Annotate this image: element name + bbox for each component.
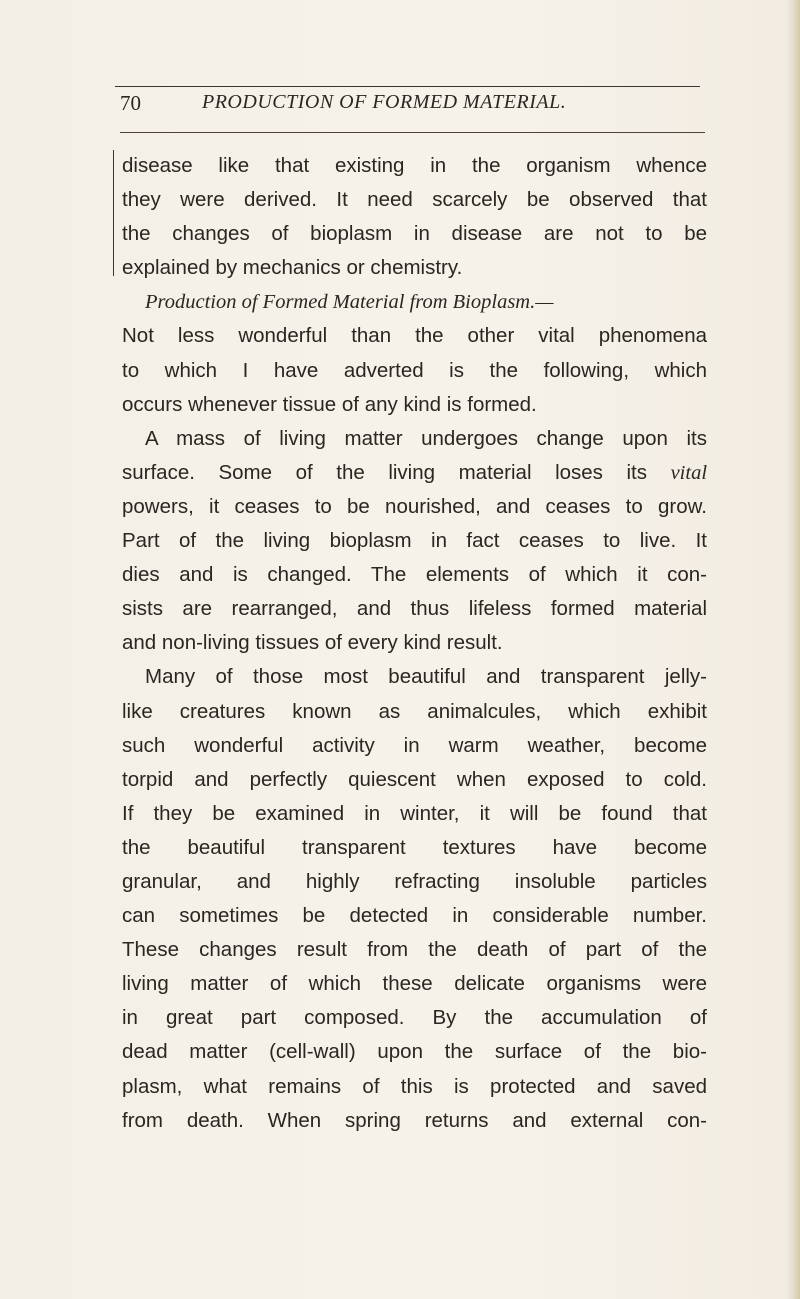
text-line: If they be examined in winter, it will be found that	[122, 801, 707, 825]
text-line: Not less wonderful than the other vital phenomena	[122, 324, 707, 348]
text-line: occurs whenever tissue of any kind is formed.	[122, 392, 537, 416]
body-text	[122, 149, 707, 1138]
text-line: the changes of bioplasm in disease are not to be	[122, 222, 707, 246]
text-line-part: surface. Some of the living material loses its	[122, 460, 647, 484]
header-rule	[115, 86, 700, 87]
text-line: they were derived. It need scarcely be observed that	[122, 188, 707, 212]
text-line: disease like that existing in the organism whence	[122, 154, 707, 177]
text-line: Part of the living bioplasm in fact ceases to live. It	[122, 529, 707, 553]
text-line: dead matter (cell-wall) upon the surface of the bio-	[122, 1040, 707, 1064]
page-edge	[786, 0, 800, 1299]
text-line: explained by mechanics or chemistry.	[122, 256, 463, 280]
text-line: powers, it ceases to be nourished, and ceases to grow.	[122, 494, 707, 518]
running-head: PRODUCTION OF FORMED MATERIAL.	[202, 91, 567, 113]
header-underline	[120, 132, 705, 133]
text-line: the beautiful transparent textures have become	[122, 835, 707, 859]
section-heading-text: Production of Formed Material from Bioplasm.—	[145, 291, 554, 314]
page-number: 70	[120, 91, 141, 115]
text-line: from death. When spring returns and external con-	[122, 1108, 707, 1132]
text-line: such wonderful activity in warm weather, become	[122, 733, 707, 757]
text-line: plasm, what remains of this is protected and saved	[122, 1074, 707, 1098]
text-line: granular, and highly refracting insoluble particles	[122, 869, 707, 893]
text-line: sists are rearranged, and thus lifeless formed material	[122, 597, 707, 621]
margin-bracket	[113, 150, 120, 276]
italic-word: vital	[670, 461, 708, 484]
text-line: can sometimes be detected in considerable number.	[122, 904, 707, 928]
text-line: Many of those most beautiful and transparent jelly-	[145, 665, 707, 689]
text-line: A mass of living matter undergoes change upon its	[145, 426, 707, 450]
text-line: living matter of which these delicate organisms were	[122, 972, 707, 996]
text-line: to which I have adverted is the following, which	[122, 358, 707, 382]
text-line	[122, 456, 707, 490]
text-line: These changes result from the death of part of the	[122, 938, 707, 962]
text-line: like creatures known as animalcules, which exhibit	[122, 699, 707, 723]
text-line: dies and is changed. The elements of which it con-	[122, 563, 707, 587]
text-line: torpid and perfectly quiescent when exposed to cold.	[122, 767, 707, 791]
section-heading	[122, 285, 707, 319]
text-line: in great part composed. By the accumulation of	[122, 1006, 707, 1030]
text-line: and non-living tissues of every kind result.	[122, 631, 503, 655]
